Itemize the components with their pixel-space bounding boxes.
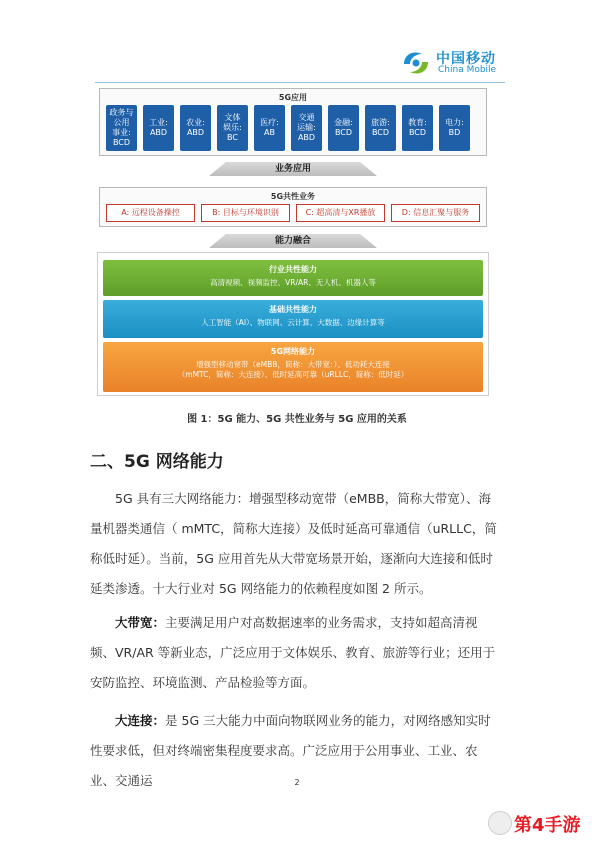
- logo-chinese-text: 中国移动: [436, 51, 496, 67]
- service-box: D: 信息汇聚与服务: [391, 204, 480, 222]
- app-box-line: BC: [227, 133, 238, 142]
- logo-english-text: China Mobile: [438, 65, 497, 75]
- header-divider: [95, 82, 505, 83]
- app-box-line: BCD: [408, 128, 427, 137]
- services-panel-title: 5G共性业务: [270, 192, 316, 201]
- section-title: 二、5G 网络能力: [90, 452, 224, 472]
- app-box: [254, 105, 285, 151]
- china-mobile-logo-icon: [398, 46, 434, 80]
- app-box: [402, 105, 433, 151]
- app-box-line: BCD: [371, 128, 390, 137]
- app-box: [365, 105, 396, 151]
- app-box-line: ABD: [297, 133, 316, 142]
- paragraph-2-text: 主要满足用户对高数据速率的业务需求，支持如超高清视频、VR/AR 等新业态，广泛应用于文体娱乐、教育、旅游等行业；还用于安防监控、环境监测、产品检验等方面。: [90, 615, 496, 690]
- layer-network-line2: （mMTC，简称：大连接）、低时延高可靠（uRLLC，简称：低时延）: [177, 370, 409, 379]
- app-box-line: 政务与: [109, 108, 134, 117]
- arrow-fusion-label: 能力融合: [274, 236, 311, 246]
- layer-industry-text: 高清视频、视频监控、VR/AR、无人机、机器人等: [210, 278, 376, 287]
- arrow-business-label: 业务应用: [274, 164, 311, 174]
- service-box: A: 远程设备操控: [106, 204, 195, 222]
- app-box-line: 电力:: [445, 118, 464, 127]
- app-box: [291, 105, 322, 151]
- service-box: B: 目标与环境识别: [201, 204, 290, 222]
- app-box-line: 农业:: [186, 118, 205, 127]
- apps-panel-title: 5G应用: [278, 93, 308, 102]
- app-box-line: 教育:: [408, 118, 427, 127]
- watermark-text: 第4手游: [514, 815, 581, 836]
- services-row: [106, 204, 480, 222]
- app-box: [143, 105, 174, 151]
- arrow-fusion: [99, 234, 487, 248]
- app-box-line: ABD: [186, 128, 205, 137]
- app-box: [106, 105, 137, 151]
- paragraph-big-bandwidth: [90, 608, 502, 698]
- figure-caption: 图 1：5G 能力、5G 共性业务与 5G 应用的关系: [187, 414, 407, 425]
- app-box-line: 医疗:: [260, 118, 279, 127]
- capability-diagram: [97, 86, 497, 404]
- china-mobile-logo: [398, 46, 518, 80]
- watermark-badge-icon: [488, 811, 512, 835]
- arrow-business: [99, 162, 487, 176]
- app-box-line: 公用: [113, 118, 130, 127]
- app-box-line: 娱乐:: [223, 123, 242, 132]
- app-box-line: 交通: [298, 113, 315, 122]
- app-box-line: 事业:: [112, 128, 131, 137]
- app-box-line: ABD: [149, 128, 168, 137]
- apps-row: [106, 105, 470, 151]
- app-box: [180, 105, 211, 151]
- app-box: [217, 105, 248, 151]
- layer-network-title: 5G网络能力: [270, 347, 316, 356]
- paragraph-3-label: 大连接：: [115, 713, 166, 728]
- app-box-line: AB: [264, 128, 275, 137]
- app-box-line: 旅游:: [371, 118, 390, 127]
- layer-base: [103, 300, 483, 338]
- paragraph-2-label: 大带宽：: [115, 615, 166, 630]
- paragraph-3-text: 是 5G 三大能力中面向物联网业务的能力，对网络感知实时性要求低，但对终端密集程度要求高。广泛应用于公用事业、工业、农业、交通运: [90, 713, 491, 788]
- layer-base-title: 基础共性能力: [269, 305, 317, 314]
- layer-network: [103, 342, 483, 392]
- layer-base-text: 人工智能（AI）、物联网、云计算、大数据、边缘计算等: [201, 318, 385, 327]
- paragraph-network-capabilities: [90, 484, 502, 604]
- app-box-line: 运输:: [297, 123, 316, 132]
- app-box-line: BD: [448, 128, 461, 137]
- app-box: [439, 105, 470, 151]
- apps-panel: [99, 88, 487, 156]
- layer-industry: [103, 260, 483, 296]
- app-box-line: 工业:: [149, 118, 168, 127]
- app-box-line: BCD: [112, 138, 131, 147]
- app-box-line: 文体: [224, 113, 241, 122]
- layer-network-line1: 增强型移动宽带（eMBB，简称：大带宽：）、低功耗大连接: [196, 360, 390, 369]
- layer-industry-title: 行业共性能力: [269, 265, 317, 274]
- app-box-line: 金融:: [334, 118, 353, 127]
- services-panel: [99, 187, 487, 227]
- watermark: [488, 805, 592, 841]
- service-box: C: 超高清与XR播放: [296, 204, 385, 222]
- page-number: 2: [294, 778, 300, 787]
- paragraph-1-text: 5G 具有三大网络能力：增强型移动宽带（eMBB，简称大带宽）、海量机器类通信（ mMTC，简称大连接）及低时延高可靠通信（uRLLC，简称低时延）。当前，5G 应用首先从大带宽场景开始，逐渐向大连接和低时延类渗透。十大行业对 5G 网络能力的依赖程度如图 2 所示。: [90, 491, 497, 596]
- app-box-line: BCD: [334, 128, 353, 137]
- app-box: [328, 105, 359, 151]
